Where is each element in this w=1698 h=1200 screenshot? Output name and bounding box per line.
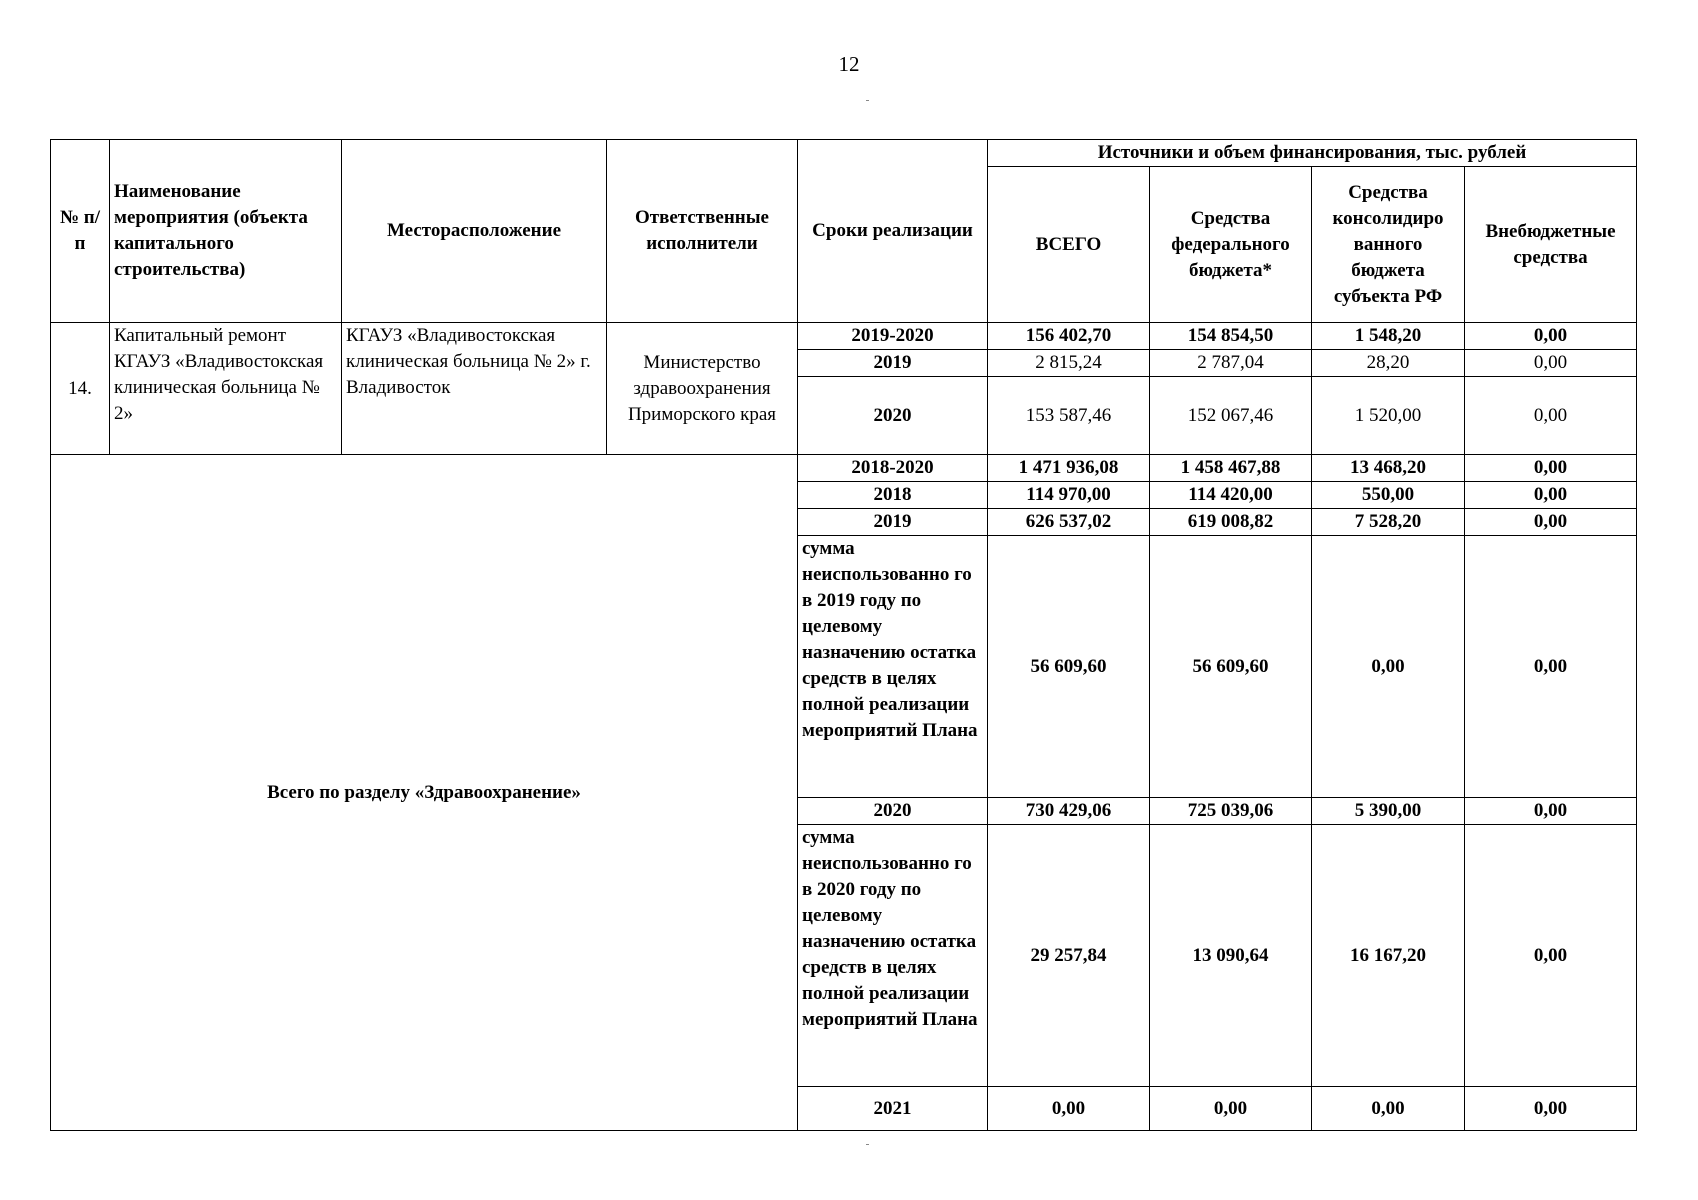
header-financing-group: Источники и объем финансирования, тыс. рублей [988, 140, 1637, 167]
summary-consolidated: 5 390,00 [1312, 798, 1465, 825]
summary-federal: 0,00 [1150, 1087, 1312, 1131]
header-name: Наименование мероприятия (объекта капитального строительства) [110, 140, 342, 323]
header-location: Месторасположение [342, 140, 607, 323]
item-name: Капитальный ремонт КГАУЗ «Владивостокская клиническая больница № 2» [110, 323, 342, 455]
item-total: 156 402,70 [988, 323, 1150, 350]
summary-total: 626 537,02 [988, 509, 1150, 536]
summary-period: 2018-2020 [798, 455, 988, 482]
summary-period-note: сумма неиспользованно го в 2019 году по целевому назначению остатка средств в целях полной реализации мероприятий Плана [798, 536, 988, 798]
item-extra: 0,00 [1465, 323, 1637, 350]
header-responsible: Ответственные исполнители [607, 140, 798, 323]
summary-extra: 0,00 [1465, 509, 1637, 536]
summary-period: 2018 [798, 482, 988, 509]
financing-table [50, 139, 1637, 1131]
item-responsible: Министерство здравоохранения Приморского края [607, 323, 798, 455]
item-consolidated: 1 520,00 [1312, 377, 1465, 455]
table-row [51, 455, 1637, 482]
summary-extra: 0,00 [1465, 536, 1637, 798]
section-total-label: Всего по разделу «Здравоохранение» [51, 455, 798, 1131]
summary-extra: 0,00 [1465, 1087, 1637, 1131]
summary-extra: 0,00 [1465, 798, 1637, 825]
header-consolidated: Средства консолидиро ванного бюджета субъекта РФ [1312, 167, 1465, 323]
item-period: 2020 [798, 377, 988, 455]
scan-mark [866, 100, 869, 101]
header-period: Сроки реализации [798, 140, 988, 323]
summary-extra: 0,00 [1465, 482, 1637, 509]
summary-total: 29 257,84 [988, 825, 1150, 1087]
summary-federal: 114 420,00 [1150, 482, 1312, 509]
item-consolidated: 28,20 [1312, 350, 1465, 377]
summary-total: 0,00 [988, 1087, 1150, 1131]
header-federal: Средства федерального бюджета* [1150, 167, 1312, 323]
summary-period: 2021 [798, 1087, 988, 1131]
summary-consolidated: 7 528,20 [1312, 509, 1465, 536]
summary-extra: 0,00 [1465, 455, 1637, 482]
item-period: 2019-2020 [798, 323, 988, 350]
item-federal: 152 067,46 [1150, 377, 1312, 455]
summary-total: 56 609,60 [988, 536, 1150, 798]
table-row [51, 323, 1637, 350]
item-extra: 0,00 [1465, 377, 1637, 455]
page-number: 12 [838, 52, 860, 76]
summary-total: 1 471 936,08 [988, 455, 1150, 482]
summary-extra: 0,00 [1465, 825, 1637, 1087]
summary-period-note: сумма неиспользованно го в 2020 году по целевому назначению остатка средств в целях полной реализации мероприятий Плана [798, 825, 988, 1087]
item-consolidated: 1 548,20 [1312, 323, 1465, 350]
summary-total: 114 970,00 [988, 482, 1150, 509]
header-extrabudget: Внебюджетные средства [1465, 167, 1637, 323]
summary-federal: 56 609,60 [1150, 536, 1312, 798]
summary-federal: 13 090,64 [1150, 825, 1312, 1087]
summary-consolidated: 13 468,20 [1312, 455, 1465, 482]
summary-consolidated: 0,00 [1312, 536, 1465, 798]
summary-consolidated: 16 167,20 [1312, 825, 1465, 1087]
item-federal: 154 854,50 [1150, 323, 1312, 350]
summary-federal: 619 008,82 [1150, 509, 1312, 536]
header-total: ВСЕГО [988, 167, 1150, 323]
item-period: 2019 [798, 350, 988, 377]
scan-mark [866, 1144, 869, 1145]
summary-consolidated: 0,00 [1312, 1087, 1465, 1131]
item-total: 153 587,46 [988, 377, 1150, 455]
item-location: КГАУЗ «Владивостокская клиническая больница № 2» г. Владивосток [342, 323, 607, 455]
item-total: 2 815,24 [988, 350, 1150, 377]
item-number: 14. [51, 323, 110, 455]
summary-total: 730 429,06 [988, 798, 1150, 825]
item-federal: 2 787,04 [1150, 350, 1312, 377]
summary-federal: 1 458 467,88 [1150, 455, 1312, 482]
summary-consolidated: 550,00 [1312, 482, 1465, 509]
summary-period: 2020 [798, 798, 988, 825]
item-extra: 0,00 [1465, 350, 1637, 377]
header-num: № п/п [51, 140, 110, 323]
summary-federal: 725 039,06 [1150, 798, 1312, 825]
summary-period: 2019 [798, 509, 988, 536]
